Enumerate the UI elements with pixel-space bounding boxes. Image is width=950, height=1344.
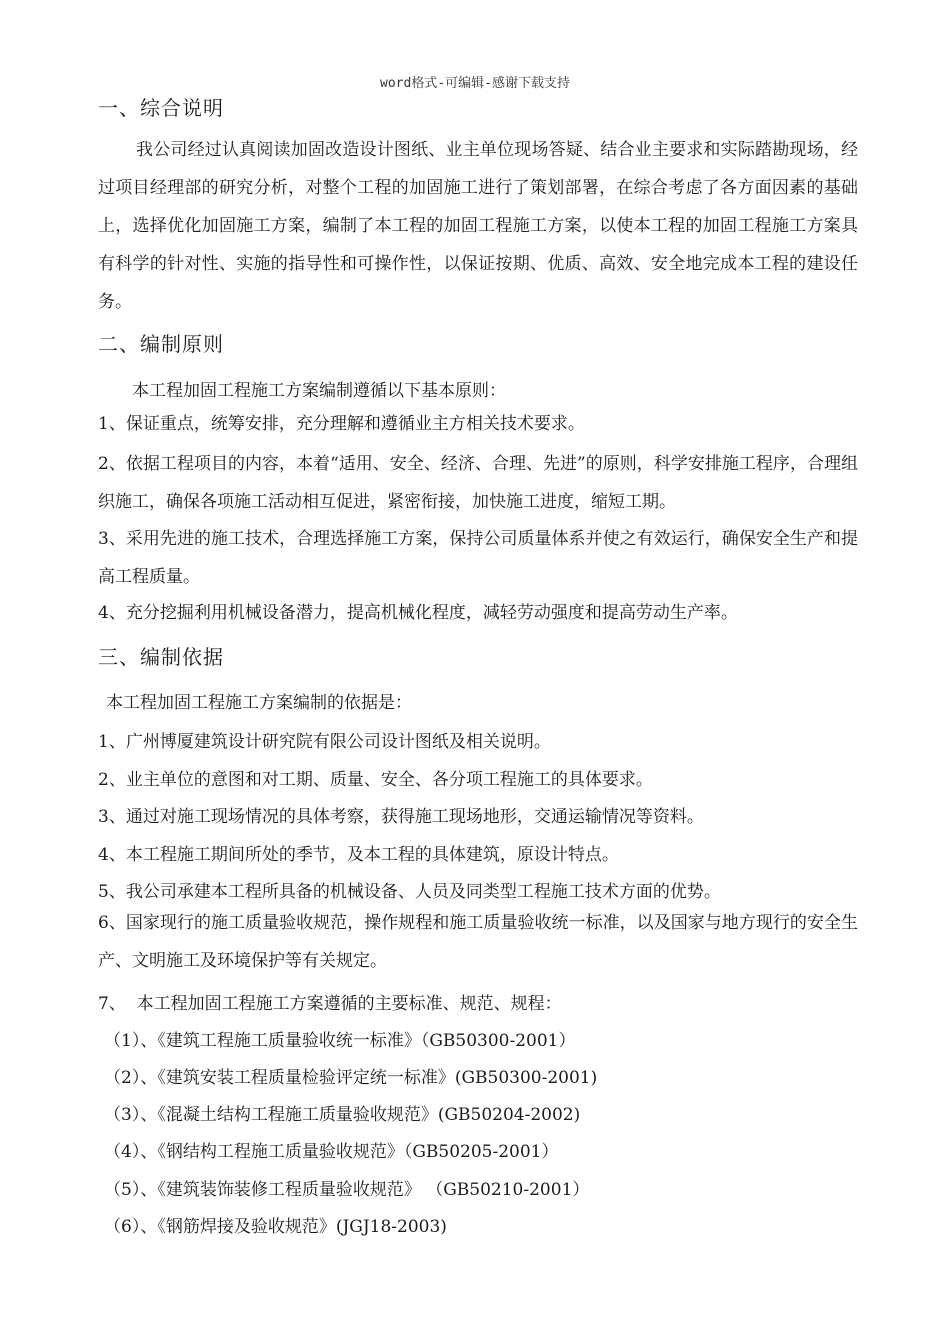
section1-paragraph: 我公司经过认真阅读加固改造设计图纸、业主单位现场答疑、结合业主要求和实际踏勘现场，经过项目经理部的研究分析，对整个工程的加固施工进行了策划部署，在综合考虑了各方面因素的基础上，选择优化加固施工方案，编制了本工程的加固工程施工方案，以使本工程的加固工程施工方案具有科学的针对性、实施的指导性和可操作性，以保证按期、优质、高效、安全地完成本工程的建设任务。 xyxy=(98,140,858,312)
standard-item-4: （4）、《钢结构工程施工质量验收规范》（GB50205-2001） xyxy=(104,1142,559,1162)
basis-item-5: 5、我公司承建本工程所具备的机械设备、人员及同类型工程施工技术方面的优势。 xyxy=(98,882,721,902)
standard-item-5: （5）、《建筑装饰装修工程质量验收规范》 （GB50210-2001） xyxy=(104,1180,590,1200)
header-note: word格式-可编辑-感谢下载支持 xyxy=(380,76,570,91)
basis-item-4: 4、本工程施工期间所处的季节，及本工程的具体建筑，原设计特点。 xyxy=(98,845,619,865)
basis-item-7: 7、 本工程加固工程施工方案遵循的主要标准、规范、规程： xyxy=(98,994,562,1014)
section2-intro: 本工程加固工程施工方案编制遵循以下基本原则： xyxy=(132,381,506,401)
standard-item-6: （6）、《钢筋焊接及验收规范》(JGJ18-2003) xyxy=(104,1217,447,1237)
basis-item-2: 2、业主单位的意图和对工期、质量、安全、各分项工程施工的具体要求。 xyxy=(98,770,653,790)
principle-item-2: 2、依据工程项目的内容，本着“适用、安全、经济、合理、先进”的原则，科学安排施工程序，合理组织施工，确保各项施工活动相互促进，紧密衔接，加快施工进度，缩短工期。 xyxy=(98,454,858,512)
section-heading-3: 三、编制依据 xyxy=(98,645,224,669)
section3-intro: 本工程加固工程施工方案编制的依据是： xyxy=(106,693,412,713)
standard-item-1: （1）、《建筑工程施工质量验收统一标准》（GB50300-2001） xyxy=(104,1031,576,1051)
basis-item-1: 1、广州博厦建筑设计研究院有限公司设计图纸及相关说明。 xyxy=(98,732,551,752)
standard-item-3: （3）、《混凝土结构工程施工质量验收规范》(GB50204-2002) xyxy=(104,1105,581,1125)
section-heading-2: 二、编制原则 xyxy=(98,332,224,356)
principle-item-4: 4、充分挖掘利用机械设备潜力，提高机械化程度，减轻劳动强度和提高劳动生产率。 xyxy=(98,603,738,623)
basis-item-6: 6、国家现行的施工质量验收规范，操作规程和施工质量验收统一标准，以及国家与地方现行的安全生产、文明施工及环境保护等有关规定。 xyxy=(98,913,858,971)
standard-item-2: （2）、《建筑安装工程质量检验评定统一标准》(GB50300-2001) xyxy=(104,1068,598,1088)
principle-item-3: 3、采用先进的施工技术，合理选择施工方案，保持公司质量体系并使之有效运行，确保安全生产和提高工程质量。 xyxy=(98,529,858,587)
basis-item-3: 3、通过对施工现场情况的具体考察，获得施工现场地形，交通运输情况等资料。 xyxy=(98,807,704,827)
principle-item-1: 1、保证重点，统筹安排，充分理解和遵循业主方相关技术要求。 xyxy=(98,414,585,434)
section-heading-1: 一、综合说明 xyxy=(98,96,224,120)
